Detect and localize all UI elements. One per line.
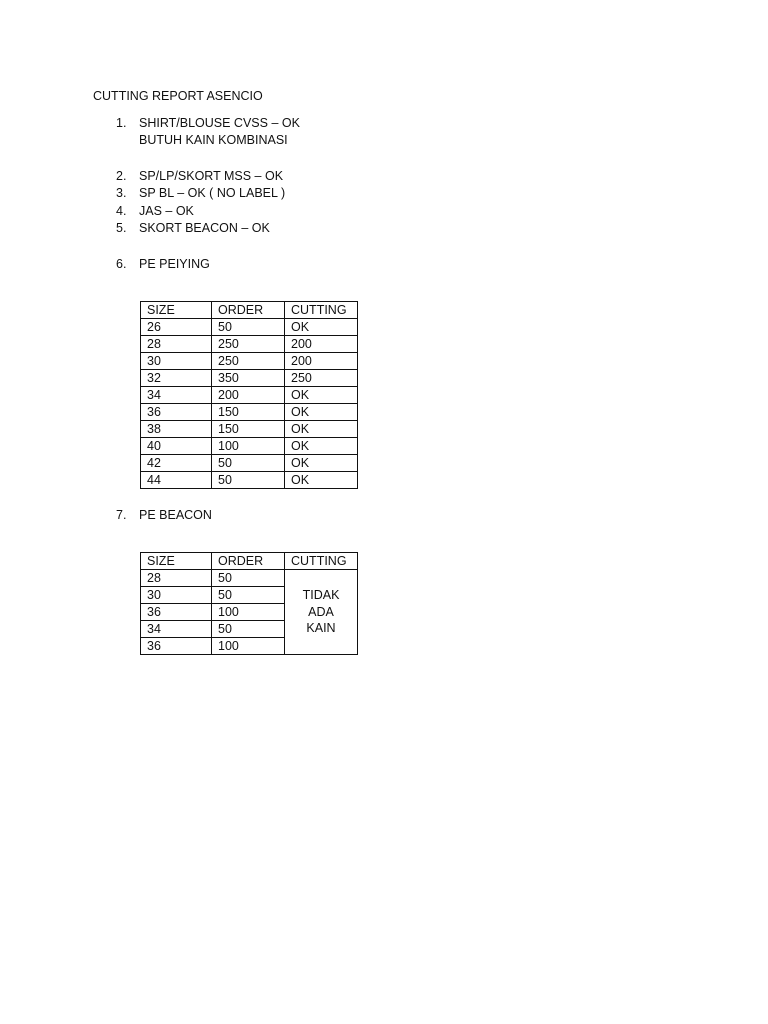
table-row (141, 570, 358, 587)
cell-order: 50 (212, 455, 285, 472)
cell-size: 26 (141, 319, 212, 336)
list-text: SKORT BEACON – OK (139, 221, 270, 235)
header-size: SIZE (141, 553, 212, 570)
cell-cutting: OK (285, 438, 358, 455)
list-subtext: BUTUH KAIN KOMBINASI (139, 133, 288, 147)
cell-order: 250 (212, 336, 285, 353)
table-row (141, 319, 358, 336)
cell-size: 32 (141, 370, 212, 387)
cell-cutting: 200 (285, 353, 358, 370)
list-number: 3. (116, 186, 127, 200)
cell-size: 40 (141, 438, 212, 455)
cell-size: 34 (141, 387, 212, 404)
cell-size: 34 (141, 621, 212, 638)
list-number: 7. (116, 508, 127, 522)
list-text: SHIRT/BLOUSE CVSS – OK (139, 116, 300, 130)
list-number: 1. (116, 116, 127, 130)
cell-size: 30 (141, 353, 212, 370)
merged-line: ADA (308, 604, 334, 619)
header-order: ORDER (212, 302, 285, 319)
table-row (141, 336, 358, 353)
list-number: 4. (116, 204, 127, 218)
cell-cutting: OK (285, 387, 358, 404)
cell-order: 350 (212, 370, 285, 387)
table-row (141, 455, 358, 472)
cell-order: 50 (212, 472, 285, 489)
header-size: SIZE (141, 302, 212, 319)
cell-cutting: OK (285, 421, 358, 438)
cell-order: 50 (212, 570, 285, 587)
table-row (141, 421, 358, 438)
table-row (141, 353, 358, 370)
list-text: SP/LP/SKORT MSS – OK (139, 169, 284, 183)
table-row (141, 370, 358, 387)
header-order: ORDER (212, 553, 285, 570)
cell-size: 38 (141, 421, 212, 438)
merged-line: TIDAK (302, 588, 340, 603)
cell-cutting: OK (285, 472, 358, 489)
list-text: JAS – OK (139, 204, 194, 218)
list-number: 5. (116, 221, 127, 235)
cell-order: 100 (212, 638, 285, 655)
list-number: 2. (116, 169, 127, 183)
cell-size: 36 (141, 604, 212, 621)
cell-cutting: OK (285, 455, 358, 472)
cell-size: 28 (141, 336, 212, 353)
cell-cutting-merged (285, 570, 358, 655)
header-cutting: CUTTING (285, 553, 358, 570)
table-row (141, 387, 358, 404)
cell-size: 36 (141, 638, 212, 655)
table-row (141, 404, 358, 421)
peiying-table (140, 301, 358, 489)
list-text: PE PEIYING (139, 257, 210, 271)
list-text: SP BL – OK ( NO LABEL ) (139, 186, 286, 200)
merged-line: KAIN (306, 621, 336, 636)
table-header-row (141, 553, 358, 570)
cell-order: 100 (212, 438, 285, 455)
beacon-table (140, 552, 358, 655)
cell-cutting: OK (285, 404, 358, 421)
cell-order: 50 (212, 621, 285, 638)
header-cutting: CUTTING (285, 302, 358, 319)
cell-order: 150 (212, 421, 285, 438)
cell-size: 44 (141, 472, 212, 489)
cell-size: 42 (141, 455, 212, 472)
cell-size: 36 (141, 404, 212, 421)
cell-order: 200 (212, 387, 285, 404)
cell-cutting: OK (285, 319, 358, 336)
table-row (141, 472, 358, 489)
cell-order: 100 (212, 604, 285, 621)
cell-order: 50 (212, 319, 285, 336)
cell-cutting: 200 (285, 336, 358, 353)
table-header-row (141, 302, 358, 319)
list-text: PE BEACON (139, 508, 212, 522)
cell-order: 250 (212, 353, 285, 370)
cell-size: 28 (141, 570, 212, 587)
page-title: CUTTING REPORT ASENCIO (93, 89, 263, 103)
cell-order: 50 (212, 587, 285, 604)
cell-cutting: 250 (285, 370, 358, 387)
table-row (141, 438, 358, 455)
list-number: 6. (116, 257, 127, 271)
cell-size: 30 (141, 587, 212, 604)
cell-order: 150 (212, 404, 285, 421)
